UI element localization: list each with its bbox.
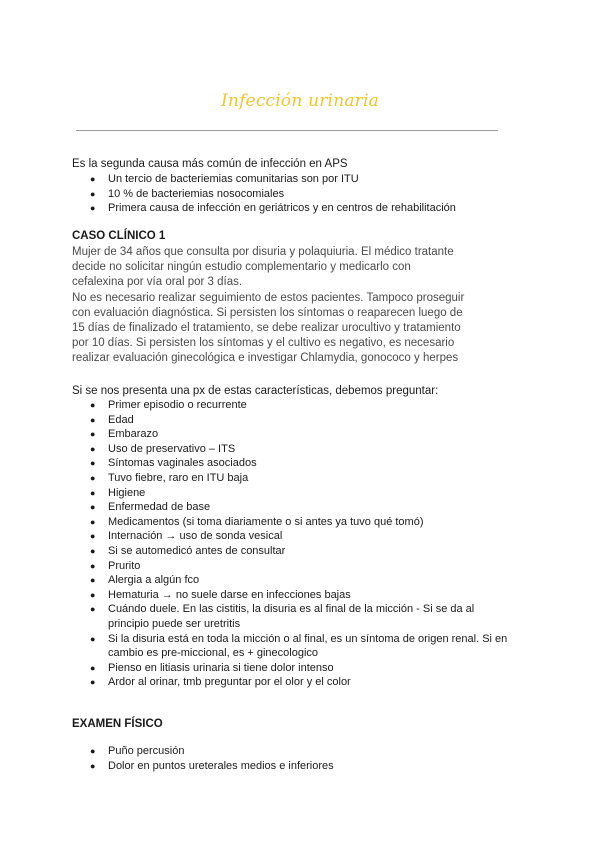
bullet-icon: ●	[90, 400, 96, 410]
intro-list	[0, 172, 600, 216]
list-item-text: Si se automedicó antes de consultar	[108, 544, 286, 557]
bullet-icon: ●	[90, 662, 96, 673]
bullet-icon: ●	[90, 502, 96, 513]
list-item	[0, 588, 600, 603]
bullet-icon: ●	[90, 633, 96, 644]
list-item	[0, 201, 600, 216]
bullet-icon: ●	[90, 188, 96, 199]
list-item	[0, 187, 600, 202]
list-item-text: Enfermedad de base	[108, 501, 211, 514]
list-item	[0, 486, 600, 501]
exam-heading: EXAMEN FÍSICO	[72, 718, 163, 730]
bullet-icon: ●	[90, 174, 96, 184]
list-item-text: Higiene	[108, 486, 146, 499]
exam-list	[0, 744, 600, 773]
intro-text: Es la segunda causa más común de infección en APS	[72, 158, 348, 170]
case-line: por 10 días. Si persisten los síntomas y el cultivo es negativo, es necesario	[72, 337, 455, 350]
list-item-text: Medicamentos (si toma diariamente o si antes ya tuvo qué tomó)	[108, 515, 424, 528]
case-line: No es necesario realizar seguimiento de estos pacientes. Tampoco proseguir	[72, 291, 465, 304]
bullet-icon: ●	[90, 746, 96, 756]
list-item	[0, 573, 600, 588]
case-line: Mujer de 34 años que consulta por disuria y polaquiuria. El médico tratante	[72, 246, 454, 258]
case-line: decide no solicitar ningún estudio complementario y medicarlo con	[72, 261, 411, 274]
bullet-icon: ●	[90, 531, 96, 542]
page-title: Infección urinaria	[221, 91, 379, 111]
bullet-icon: ●	[90, 458, 96, 469]
list-item-text: Embarazo	[108, 428, 159, 441]
list-item	[0, 744, 600, 759]
list-item	[0, 544, 600, 559]
case-line: 15 días de finalizado el tratamiento, se debe realizar urocultivo y tratamiento	[72, 322, 461, 335]
list-item-text: Si la disuria está en toda la micción o al final, es un síntoma de origen renal. Si en cambio es pre-miccional, es + ginecologico	[108, 632, 508, 660]
list-item-text: Dolor en puntos ureterales medios e inferiores	[108, 759, 334, 772]
list-item	[0, 172, 600, 187]
list-item-text: Primera causa de infección en geriátricos y en centros de rehabilitación	[108, 202, 456, 215]
list-item-text: 10 % de bacteriemias nosocomiales	[108, 187, 285, 200]
list-item	[0, 398, 600, 413]
list-item-text: Un tercio de bacteriemias comunitarias son por ITU	[108, 173, 359, 185]
list-item-text: Ardor al orinar, tmb preguntar por el olor y el color	[108, 676, 351, 689]
list-item-text: Alergia a algún fco	[108, 574, 200, 587]
list-item	[0, 759, 600, 774]
bullet-icon: ●	[90, 575, 96, 586]
list-item-text: Síntomas vaginales asociados	[108, 457, 257, 470]
list-item-text: Cuándo duele. En las cistitis, la disuria es al final de la micción - Si se da al principio puede ser uretritis	[108, 603, 475, 630]
bullet-icon: ●	[90, 589, 96, 600]
list-item-text: Puño percusión	[108, 745, 185, 757]
bullet-icon: ●	[90, 760, 96, 771]
bullet-icon: ●	[90, 429, 96, 440]
bullet-icon: ●	[90, 443, 96, 454]
bullet-icon: ●	[90, 414, 96, 425]
bullet-icon: ●	[90, 560, 96, 571]
list-item	[0, 471, 600, 486]
case-line: cefalexina por vía oral por 3 días.	[72, 276, 243, 289]
questions-intro: Si se nos presenta una px de estas características, debemos preguntar:	[72, 385, 439, 397]
list-item-text: Hematuria → no suele darse en infecciones bajas	[108, 588, 351, 601]
list-item	[0, 559, 600, 574]
list-item	[0, 675, 600, 690]
case-text	[72, 245, 512, 367]
list-item	[0, 500, 600, 515]
list-item-text: Uso de preservativo – ITS	[108, 442, 236, 455]
title-divider	[76, 130, 498, 131]
list-item	[0, 515, 600, 530]
list-item-text: Internación → uso de sonda vesical	[108, 530, 283, 543]
bullet-icon: ●	[90, 203, 96, 214]
list-item	[0, 456, 600, 471]
questions-list	[0, 398, 600, 690]
case-line: con evaluación diagnóstica. Si persisten los síntomas o reaparecen luego de	[72, 306, 463, 319]
list-item	[0, 602, 600, 631]
bullet-icon: ●	[90, 487, 96, 498]
case-line: realizar evaluación ginecológica e investigar Chlamydia, gonococo y herpes	[72, 352, 459, 365]
list-item	[0, 442, 600, 457]
bullet-icon: ●	[90, 604, 96, 615]
bullet-icon: ●	[90, 516, 96, 527]
list-item-text: Tuvo fiebre, raro en ITU baja	[108, 471, 249, 484]
bullet-icon: ●	[90, 545, 96, 556]
case-heading: CASO CLÍNICO 1	[72, 230, 166, 242]
bullet-icon: ●	[90, 472, 96, 483]
list-item	[0, 427, 600, 442]
bullet-icon: ●	[90, 677, 96, 688]
list-item	[0, 529, 600, 544]
list-item	[0, 661, 600, 676]
list-item	[0, 632, 600, 661]
list-item-text: Pienso en litiasis urinaria si tiene dolor intenso	[108, 661, 334, 674]
list-item	[0, 413, 600, 428]
list-item-text: Primer episodio o recurrente	[108, 399, 247, 411]
list-item-text: Prurito	[108, 559, 141, 572]
list-item-text: Edad	[108, 413, 134, 426]
